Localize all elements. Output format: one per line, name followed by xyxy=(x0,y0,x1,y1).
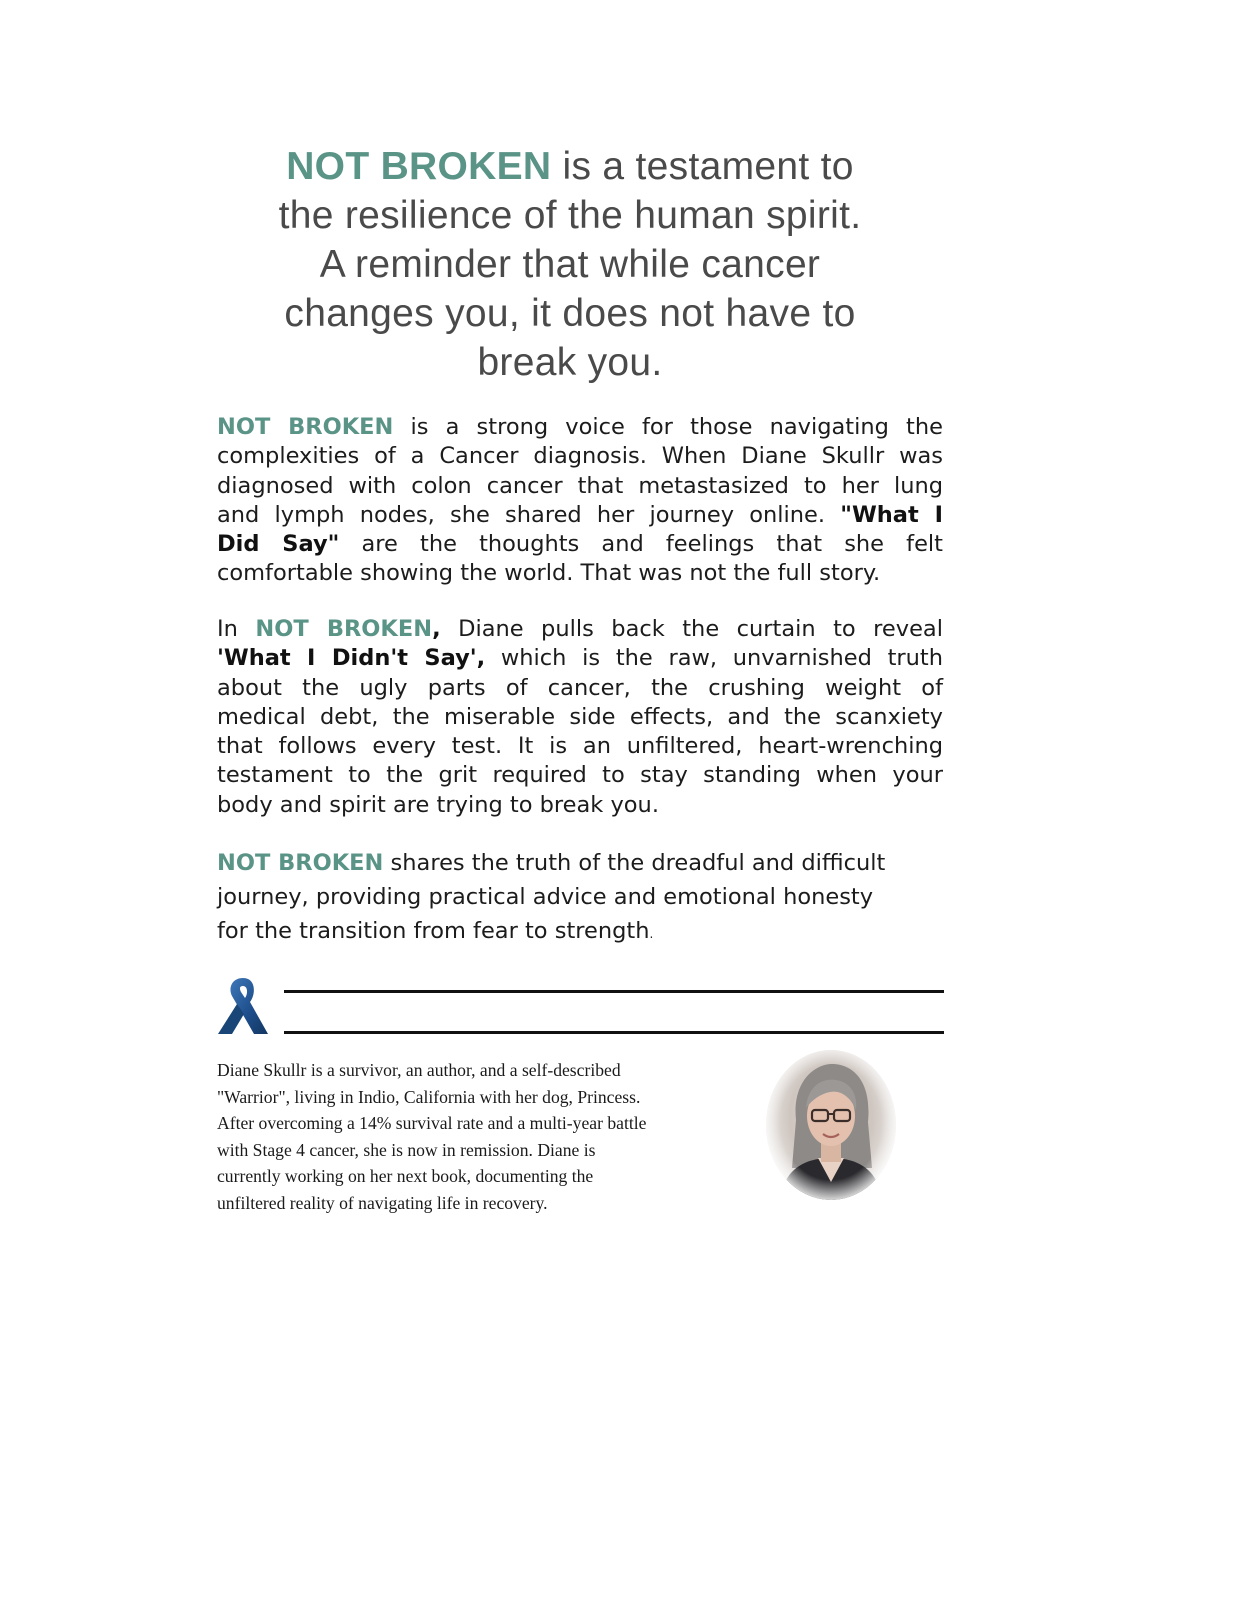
text-line: about the ugly parts of cancer, the crushing weight of xyxy=(217,674,943,701)
awareness-ribbon-icon xyxy=(216,974,270,1036)
headline-line-1: NOT BROKEN is a testament to xyxy=(286,145,854,188)
text-line: journey, providing practical advice and emotional honesty xyxy=(217,884,874,910)
headline xyxy=(200,142,940,387)
text-line: medical debt, the miserable side effects, and the scanxiety xyxy=(217,703,943,730)
title-emphasis: NOT BROKEN xyxy=(217,414,394,440)
text-line: complexities of a Cancer diagnosis. When Diane Skullr was xyxy=(217,443,943,470)
headline-line-4: changes you, it does not have to xyxy=(284,292,856,335)
divider-line xyxy=(284,1031,944,1034)
text-line: body and spirit are trying to break you. xyxy=(217,791,659,818)
title-emphasis: NOT BROKEN xyxy=(255,616,433,642)
text-line: Did Say" are the thoughts and feelings that she felt xyxy=(217,531,943,558)
bio-line: unfiltered reality of navigating life in recovery. xyxy=(217,1192,548,1213)
text-line: comfortable showing the world. That was not the full story. xyxy=(217,560,881,587)
divider-line xyxy=(284,990,944,993)
title-emphasis: NOT BROKEN xyxy=(217,850,384,876)
paragraph-closing xyxy=(217,846,943,951)
paragraph-reveal xyxy=(217,615,943,820)
bio-line: Diane Skullr is a survivor, an author, and a self-described xyxy=(217,1060,621,1080)
bio-line: "Warrior", living in Indio, California with her dog, Princess. xyxy=(217,1086,641,1107)
text-line: diagnosed with colon cancer that metastasized to her lung xyxy=(217,472,943,499)
bio-line: with Stage 4 cancer, she is now in remission. Diane is xyxy=(217,1139,596,1160)
headline-line-5: break you. xyxy=(477,341,663,384)
text-line: testament to the grit required to stay standing when your xyxy=(217,762,943,789)
author-photo xyxy=(766,1050,896,1200)
bio-line: currently working on her next book, documenting the xyxy=(217,1166,594,1186)
text-line: that follows every test. It is an unfiltered, heart-wrenching xyxy=(217,733,943,760)
quote-emphasis: "What I xyxy=(840,501,944,528)
text-line: NOT BROKEN shares the truth of the dreadful and difficult xyxy=(217,850,886,876)
author-bio xyxy=(217,1057,747,1216)
text-line: for the transition from fear to strength. xyxy=(217,918,654,944)
title-emphasis: NOT BROKEN xyxy=(286,145,552,188)
text-line: 'What I Didn't Say', which is the raw, unvarnished truth xyxy=(217,645,943,672)
bio-line: After overcoming a 14% survival rate and a multi-year battle xyxy=(217,1113,647,1133)
text-line: In NOT BROKEN, Diane pulls back the curtain to reveal xyxy=(217,616,943,642)
headline-line-3: A reminder that while cancer xyxy=(319,243,821,286)
text-line: NOT BROKEN is a strong voice for those navigating the xyxy=(217,414,943,440)
quote-emphasis: Did Say" xyxy=(217,531,340,558)
headline-line-2: the resilience of the human spirit. xyxy=(278,194,862,237)
author-portrait-image xyxy=(766,1050,896,1200)
quote-emphasis: 'What I Didn't Say', xyxy=(217,645,486,672)
text-line: and lymph nodes, she shared her journey online. "What I xyxy=(217,501,944,528)
paragraph-intro xyxy=(217,413,943,589)
